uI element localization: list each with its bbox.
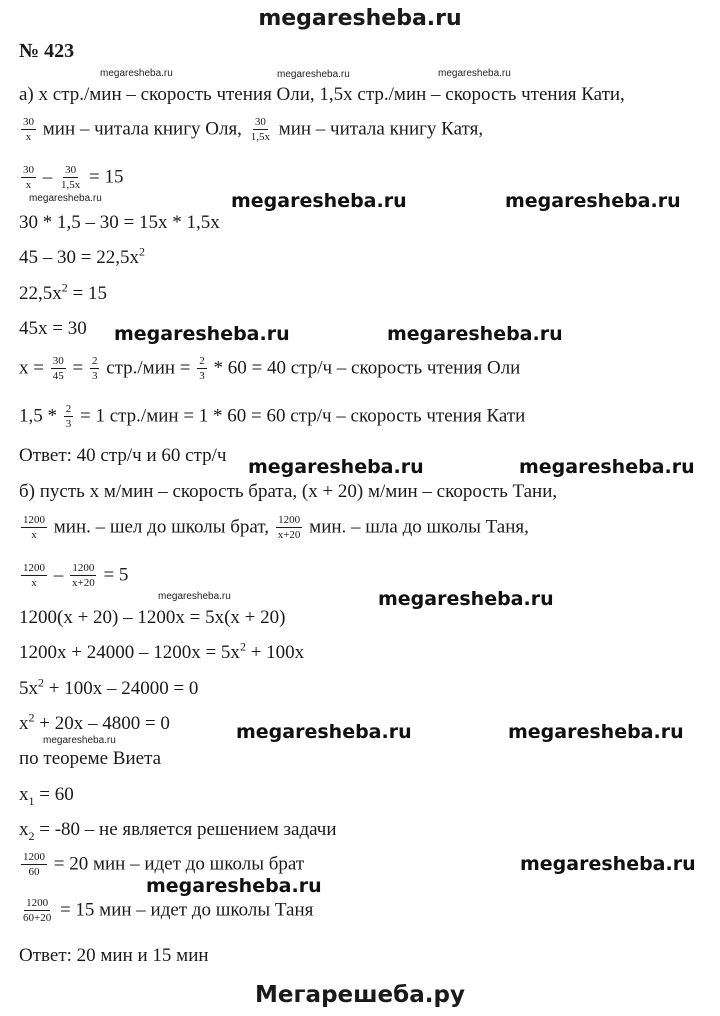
a-equation-5: 45x = 30 (19, 318, 87, 339)
fraction: $\frac{1200}{x+20}$ (277, 514, 301, 541)
watermark: megaresheba.ru (158, 591, 231, 602)
b-times-line: $\frac{1200}{x}$ мин. – шел до школы брат, $\frac{1200}{x+20}$ мин. – шла до школы Таня, (23, 514, 529, 541)
fraction: $\frac{30}{1,5x}$ (250, 116, 270, 143)
fraction: $\frac{1200}{x}$ (23, 514, 45, 541)
b-equation-1: $\frac{1200}{x}$ – $\frac{1200}{x+20}$ = 5 (23, 562, 129, 589)
a-times-line: $\frac{30}{x}$ мин – читала книгу Оля, $\frac{30}{1,5x}$ мин – читала книгу Катя, (23, 116, 484, 143)
b-root-1: $x_1 = 60$ (19, 784, 74, 808)
watermark: megaresheba.ru (100, 68, 173, 79)
watermark: megaresheba.ru (248, 456, 424, 478)
fraction: $\frac{1200}{60}$ (23, 851, 45, 878)
watermark: megaresheba.ru (508, 721, 684, 743)
watermark: megaresheba.ru (236, 721, 412, 743)
a-equation-4: $22,5x^2 = 15$ (19, 280, 107, 304)
a-equation-7: 1,5 * $\frac{2}{3}$ = 1 стр./мин = 1 * 60 = 60 стр/ч – скорость чтения Кати (19, 403, 526, 430)
fraction: $\frac{30}{x}$ (23, 116, 34, 143)
watermark: megaresheba.ru (505, 190, 681, 212)
fraction: $\frac{30}{x}$ (23, 164, 34, 191)
a-intro: а) x стр./мин – скорость чтения Оли, 1,5x стр./мин – скорость чтения Кати, (19, 84, 625, 105)
fraction: $\frac{1200}{60+20}$ (23, 897, 52, 924)
a-equation-6: x = $\frac{30}{45}$ = $\frac{2}{3}$ стр./мин = $\frac{2}{3}$ * 60 = 40 стр/ч – скорость чтения Оли (19, 355, 521, 382)
watermark: megaresheba.ru (519, 456, 695, 478)
a-equation-3: $45 - 30 = 22,5x^2$ (19, 244, 145, 268)
problem-number: № 423 (19, 40, 75, 62)
fraction: $\frac{30}{1,5x}$ (61, 164, 81, 191)
b-equation-4: $5x^2 + 100x - 24000 = 0$ (19, 675, 199, 699)
b-vieta: по теореме Виета (19, 748, 162, 769)
fraction: $\frac{1200}{x+20}$ (72, 562, 95, 589)
watermark: megaresheba.ru (43, 735, 116, 746)
watermark: megaresheba.ru (438, 68, 511, 79)
b-result-2: $\frac{1200}{60+20}$ = 15 мин – идет до школы Таня (23, 897, 314, 924)
fraction: $\frac{2}{3}$ (199, 355, 205, 382)
a-equation-1: $\frac{30}{x}$ – $\frac{30}{1,5x}$ = 15 (23, 164, 124, 191)
fraction: $\frac{2}{3}$ (91, 355, 98, 382)
watermark: megaresheba.ru (387, 323, 563, 345)
a-equation-2: 30 * 1,5 – 30 = 15x * 1,5x (19, 212, 220, 233)
fraction: $\frac{2}{3}$ (65, 403, 72, 430)
b-equation-3: $1200x + 24000 - 1200x = 5x^2 + 100x$ (19, 639, 305, 663)
watermark: megaresheba.ru (520, 853, 696, 875)
watermark: megaresheba.ru (29, 193, 102, 204)
watermark: megaresheba.ru (378, 588, 554, 610)
b-equation-2: 1200(x + 20) – 1200x = 5x(x + 20) (19, 607, 286, 628)
watermark: megaresheba.ru (146, 875, 322, 897)
site-header: megaresheba.ru (258, 6, 462, 31)
site-footer: Мегарешеба.ру (255, 982, 465, 1008)
watermark: megaresheba.ru (114, 323, 290, 345)
a-answer: Ответ: 40 стр/ч и 60 стр/ч (19, 445, 227, 466)
b-equation-5: $x^2 + 20x - 4800 = 0$ (19, 710, 170, 734)
b-result-1: $\frac{1200}{60}$ = 20 мин – идет до школы брат (23, 851, 305, 878)
watermark: megaresheba.ru (231, 190, 407, 212)
watermark: megaresheba.ru (277, 69, 350, 80)
fraction: $\frac{1200}{x}$ (23, 562, 45, 589)
b-root-2: $x_2 = -80$ – не является решением задачи (19, 819, 337, 843)
b-answer: Ответ: 20 мин и 15 мин (19, 945, 209, 966)
b-intro: б) пусть x м/мин – скорость брата, (x + 20) м/мин – скорость Тани, (19, 481, 558, 502)
fraction: $\frac{30}{45}$ (52, 355, 64, 382)
